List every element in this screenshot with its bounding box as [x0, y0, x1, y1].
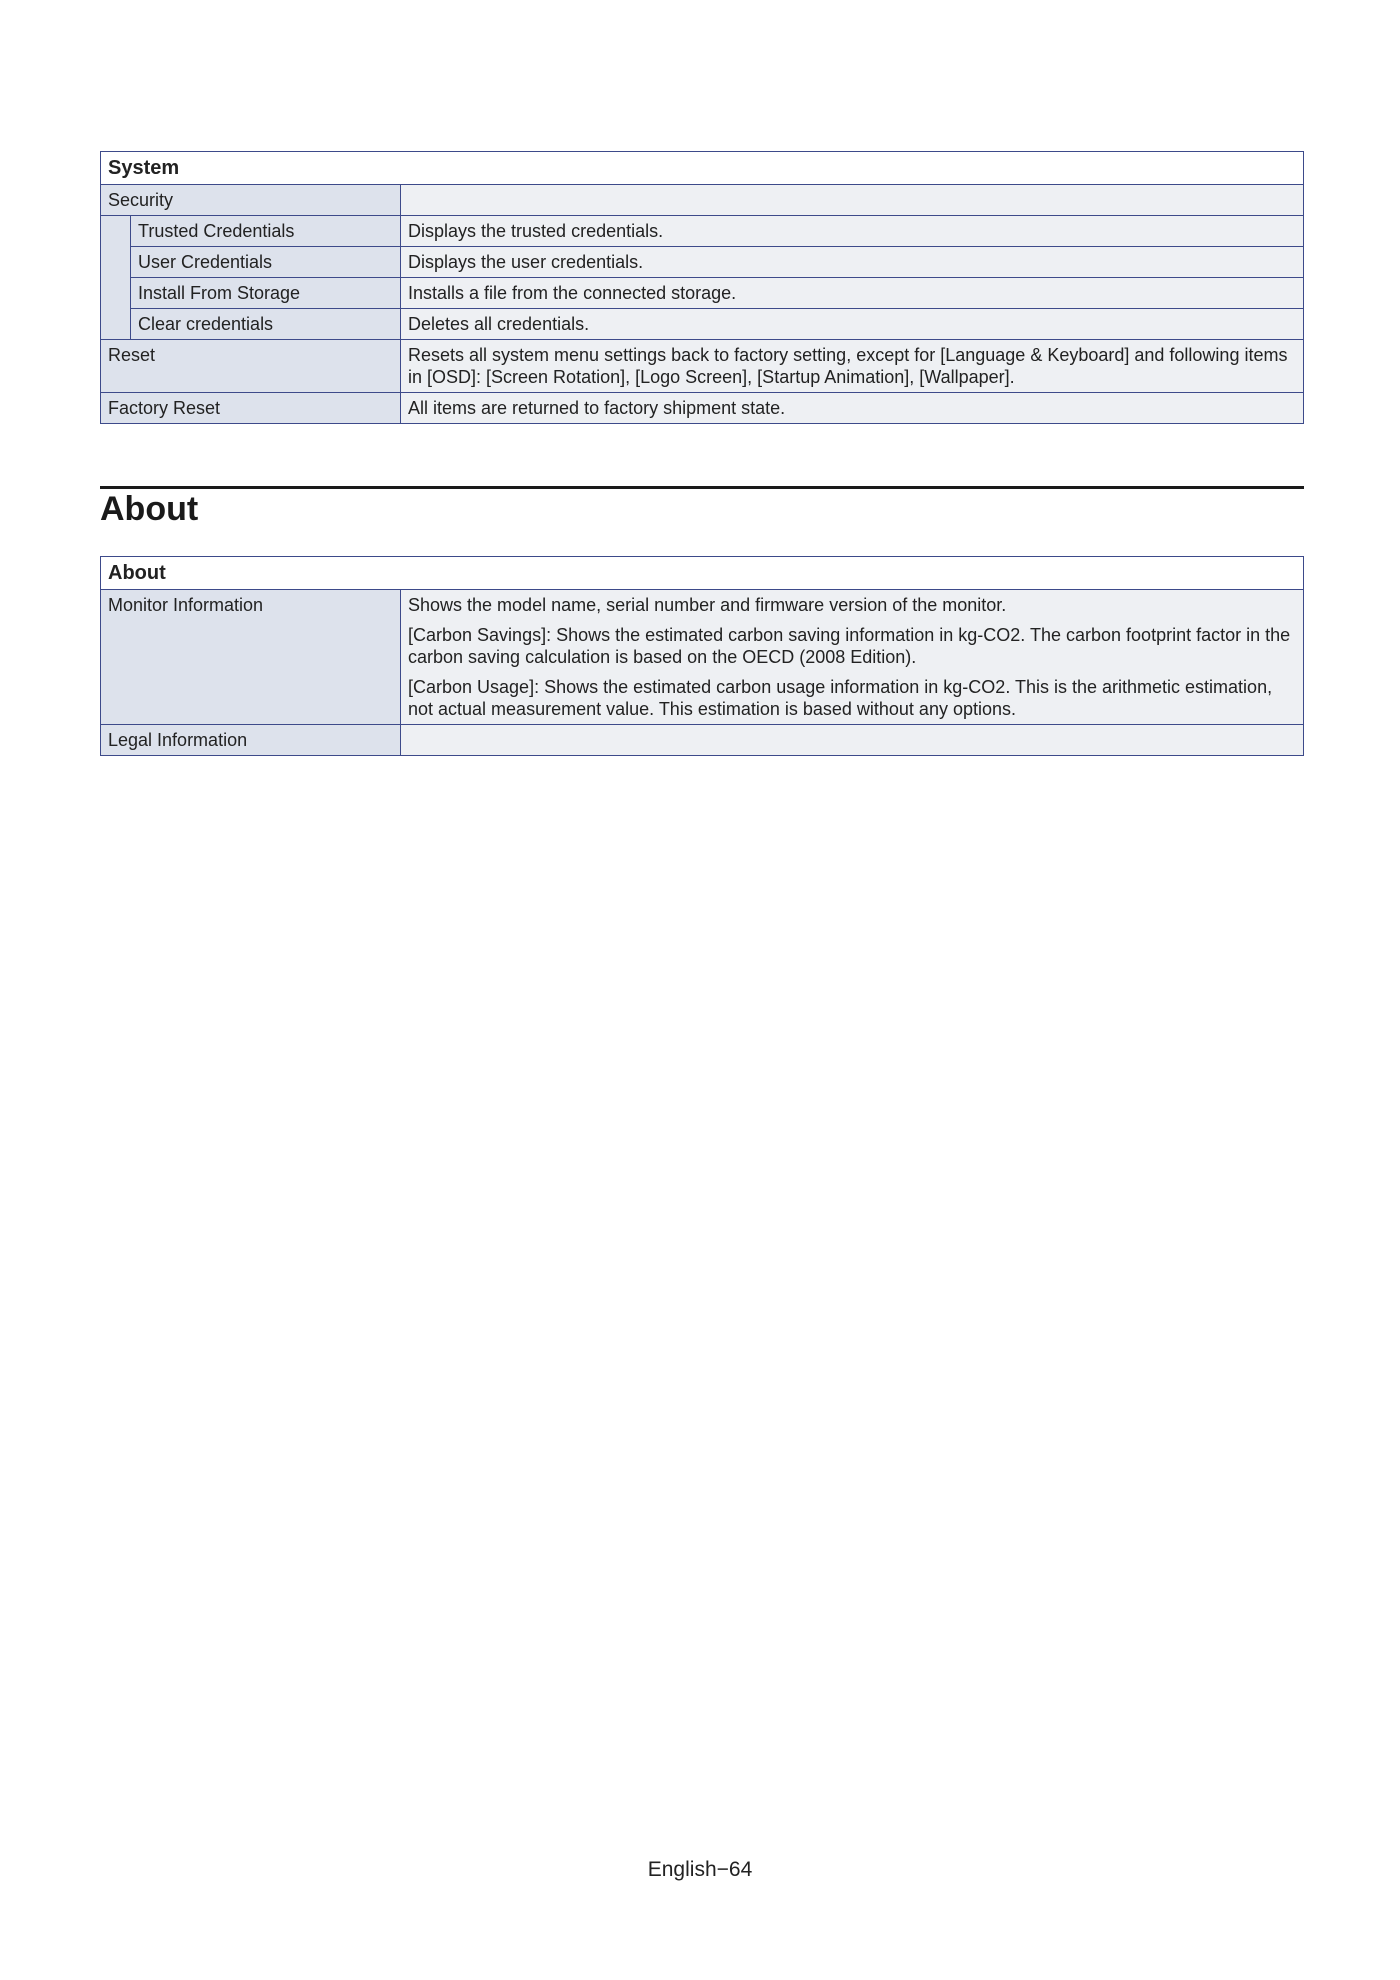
- system-table-header: System: [101, 152, 1304, 185]
- security-label: Security: [101, 185, 401, 216]
- trusted-credentials-description: Displays the trusted credentials.: [401, 216, 1304, 247]
- legal-information-label: Legal Information: [101, 725, 401, 756]
- clear-credentials-description: Deletes all credentials.: [401, 309, 1304, 340]
- monitor-info-paragraph: Shows the model name, serial number and firmware version of the monitor.: [408, 595, 1007, 615]
- about-table-header: About: [101, 557, 1304, 590]
- legal-information-description: [401, 725, 1304, 756]
- carbon-usage-paragraph: [Carbon Usage]: Shows the estimated carbon usage information in kg-CO2. This is the arithmetic estimation, not actual measurement value. This estimation is based without any options.: [408, 677, 1273, 719]
- page-number: English−64: [647, 1858, 753, 1881]
- monitor-information-label: Monitor Information: [101, 590, 401, 725]
- carbon-savings-paragraph: [Carbon Savings]: Shows the estimated carbon saving information in kg-CO2. The carbon footprint factor in the carbon saving calculation is based on the OECD (2008 Edition).: [408, 625, 1291, 667]
- security-description: [401, 185, 1304, 216]
- user-credentials-description: Displays the user credentials.: [401, 247, 1304, 278]
- user-credentials-label: User Credentials: [131, 247, 401, 278]
- factory-reset-description: All items are returned to factory shipment state.: [401, 393, 1304, 424]
- reset-description: Resets all system menu settings back to factory setting, except for [Language & Keyboard] and following items in [OSD]: [Screen Rotation], [Logo Screen], [Startup Animation], [Wallpaper].: [401, 340, 1304, 393]
- install-from-storage-description: Installs a file from the connected storage.: [401, 278, 1304, 309]
- trusted-credentials-label: Trusted Credentials: [131, 216, 401, 247]
- install-from-storage-label: Install From Storage: [131, 278, 401, 309]
- factory-reset-label: Factory Reset: [101, 393, 401, 424]
- about-section-title: About: [100, 490, 199, 528]
- section-divider: [100, 486, 1304, 489]
- security-indent: [101, 216, 131, 340]
- reset-label: Reset: [101, 340, 401, 393]
- about-table: [100, 556, 1304, 756]
- clear-credentials-label: Clear credentials: [131, 309, 401, 340]
- system-table: [100, 151, 1304, 424]
- monitor-information-description: [401, 590, 1304, 725]
